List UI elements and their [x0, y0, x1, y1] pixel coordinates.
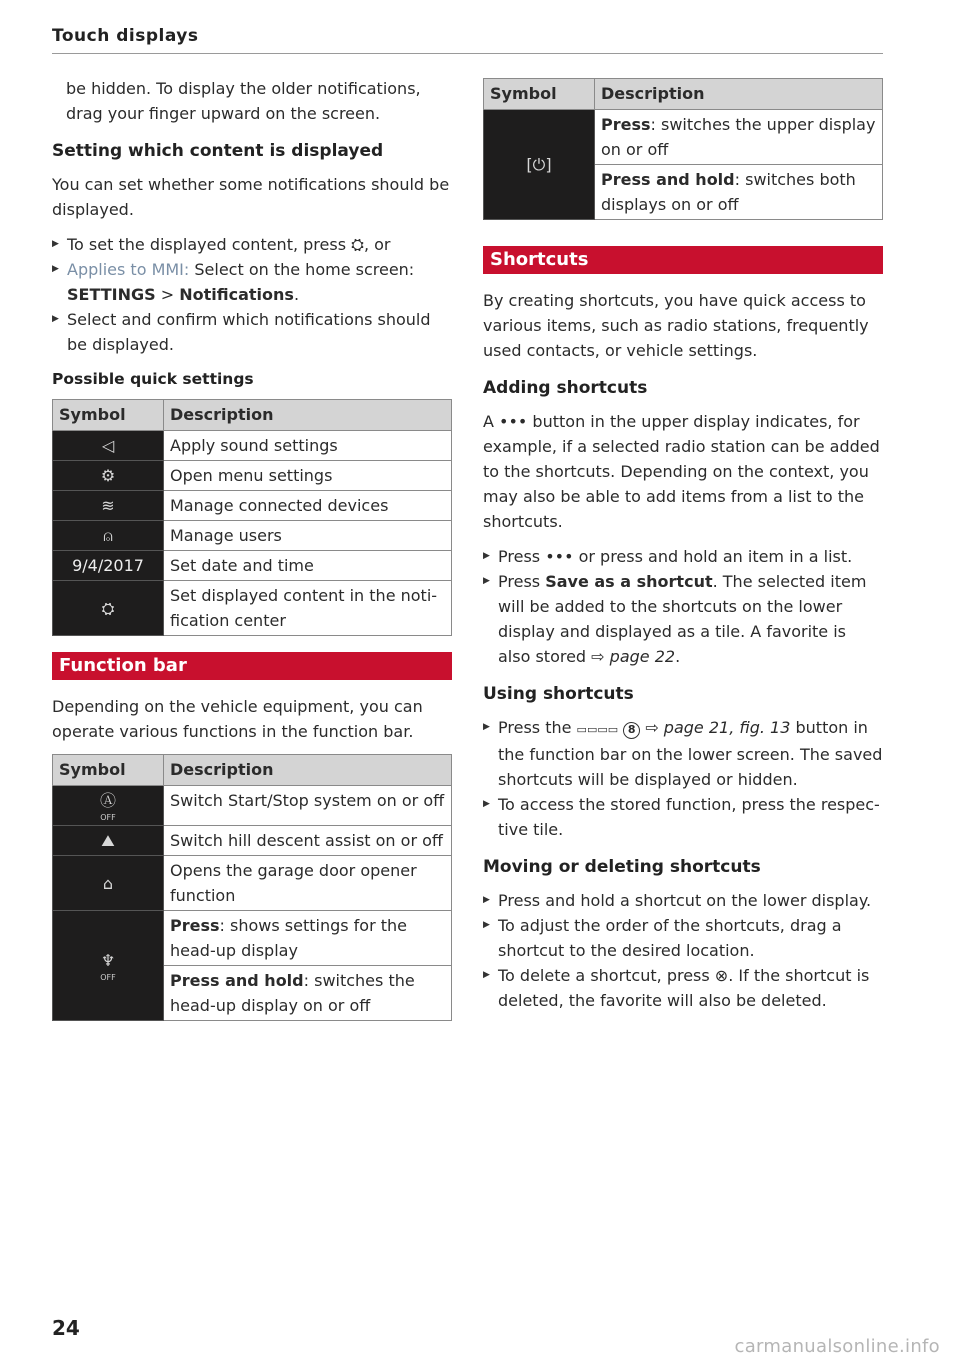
callout-badge: 8: [623, 722, 640, 739]
col-description: Description: [164, 400, 452, 431]
figure-reference[interactable]: ⇨ page 21, fig. 13: [645, 718, 791, 737]
col-symbol: Symbol: [53, 400, 164, 431]
watermark: carmanualsonline.info: [734, 1336, 940, 1357]
start-stop-icon: Ⓐ: [99, 791, 116, 810]
delete-icon: ⊗: [714, 966, 729, 985]
function-bar-table: Symbol Description Ⓐ OFF Switch Start/Stop system on or off ⛰ Switch hill descent assist on or off ⌂ Opens the garage door opener function ♆ OFF Press: shows settings for the head-up display Press and hold: switches the head-up display on or off: [52, 754, 452, 1021]
quick-settings-table: [52, 399, 452, 636]
moving-shortcuts-heading: Moving or deleting shortcuts: [483, 857, 761, 877]
table-row: Ⓐ OFF Switch Start/Stop system on or off: [53, 786, 452, 826]
user-icon: ⍝: [103, 526, 113, 545]
function-bar-text: Depending on the vehicle equipment, you can operate various functions in the function bar.: [52, 697, 423, 741]
shortcuts-intro: By creating shortcuts, you have quick access to various items, such as radio stations, frequently used contacts, or vehicle settings.: [483, 291, 869, 360]
setting-text: You can set whether some notifications should be displayed.: [52, 175, 450, 219]
table-row: ⚙ Open menu settings: [53, 461, 452, 491]
garage-door-icon: ⌂: [102, 873, 114, 893]
table-row: 9/4/2017 Set date and time: [53, 551, 452, 581]
page-number: 24: [52, 1316, 80, 1340]
notification-settings-icon: ⛭: [351, 235, 364, 254]
setting-heading: Setting which content is displayed: [52, 141, 384, 161]
left-column: [52, 76, 452, 1037]
using-shortcuts-heading: Using shortcuts: [483, 684, 634, 704]
table-row: ≋ Manage connected devices: [53, 491, 452, 521]
quick-settings-heading: Possible quick settings: [52, 370, 254, 388]
moving-step-3: ▶ To delete a shortcut, press ⊗. If the shortcut is deleted, the favorite will also be deleted.: [483, 963, 883, 1013]
page-reference[interactable]: ⇨ page 22: [591, 647, 676, 666]
head-up-display-icon: ♆: [100, 951, 116, 970]
applies-to-mmi: Applies to MMI:: [67, 260, 190, 279]
table-row: ⍝ Manage users: [53, 521, 452, 551]
date-display: 9/4/2017: [72, 556, 144, 575]
step-1: ▶ To set the displayed content, press ⛭, or: [52, 232, 452, 257]
table-row: ♆ OFF Press: shows settings for the head-up display: [53, 911, 452, 966]
adding-step-2: ▶ Press Save as a shortcut. The selected item will be added to the shortcuts on the lower display and displayed as a tile. A favorite is also stored ⇨ page 22.: [483, 569, 883, 669]
table-row: ⛭ Set displayed content in the notification center: [53, 581, 452, 636]
using-step-2: ▶ To access the stored function, press the respective tile.: [483, 792, 883, 842]
using-step-1: ▶ Press the ▭▭▭▭ 8 ⇨ page 21, fig. 13 button in the function bar on the lower screen. The saved shortcuts will be displayed or hidden.: [483, 715, 883, 792]
setting-steps: [52, 232, 452, 357]
shortcuts-button-icon: ▭▭▭▭: [576, 723, 619, 736]
step-2: ▶ Applies to MMI: Select on the home screen: SETTINGS > Notifications.: [52, 257, 452, 307]
display-power-table: Symbol Description [⏻] Press: switches the upper display on or off Press and hold: switches both displays on or off: [483, 78, 883, 220]
moving-step-1: ▶ Press and hold a shortcut on the lower display.: [483, 888, 883, 913]
adding-steps: [483, 544, 883, 669]
table-row: ⌂ Opens the garage door opener function: [53, 856, 452, 911]
connected-devices-icon: ≋: [101, 496, 115, 515]
page-title: Touch displays: [52, 26, 199, 46]
adding-shortcuts-heading: Adding shortcuts: [483, 378, 648, 398]
notification-settings-icon: ⛭: [101, 598, 115, 618]
adding-shortcuts-text: A ••• button in the upper display indicates, for example, if a selected radio station can be added to the shortcuts. Depending on the context, you may also be able to add items from a list to the shortcuts.: [483, 412, 880, 531]
page-header: [52, 24, 883, 54]
display-power-icon: [⏻]: [526, 155, 552, 174]
table-row: [⏻] Press: switches the upper display on or off: [484, 110, 883, 165]
speaker-icon: ◁: [101, 436, 115, 455]
using-steps: [483, 715, 883, 842]
table-row: Press and hold: switches both displays on or off: [484, 165, 883, 220]
moving-step-2: ▶ To adjust the order of the shortcuts, drag a shortcut to the desired location.: [483, 913, 883, 963]
table-row: Press and hold: switches the head-up display on or off: [53, 966, 452, 1021]
adding-step-1: ▶ Press ••• or press and hold an item in a list.: [483, 544, 883, 569]
intro-text: be hidden. To display the older notifications, drag your finger upward on the screen.: [66, 79, 421, 123]
table-row: ◁ Apply sound settings: [53, 431, 452, 461]
gear-icon: ⚙: [100, 466, 116, 485]
hill-descent-icon: ⛰: [101, 831, 115, 850]
step-3: ▶ Select and confirm which notifications should be displayed.: [52, 307, 452, 357]
moving-steps: [483, 888, 883, 1013]
table-row: ⛰ Switch hill descent assist on or off: [53, 826, 452, 856]
function-bar-heading: Function bar: [52, 652, 452, 680]
shortcuts-heading: Shortcuts: [483, 246, 883, 274]
right-column: [483, 78, 883, 1021]
